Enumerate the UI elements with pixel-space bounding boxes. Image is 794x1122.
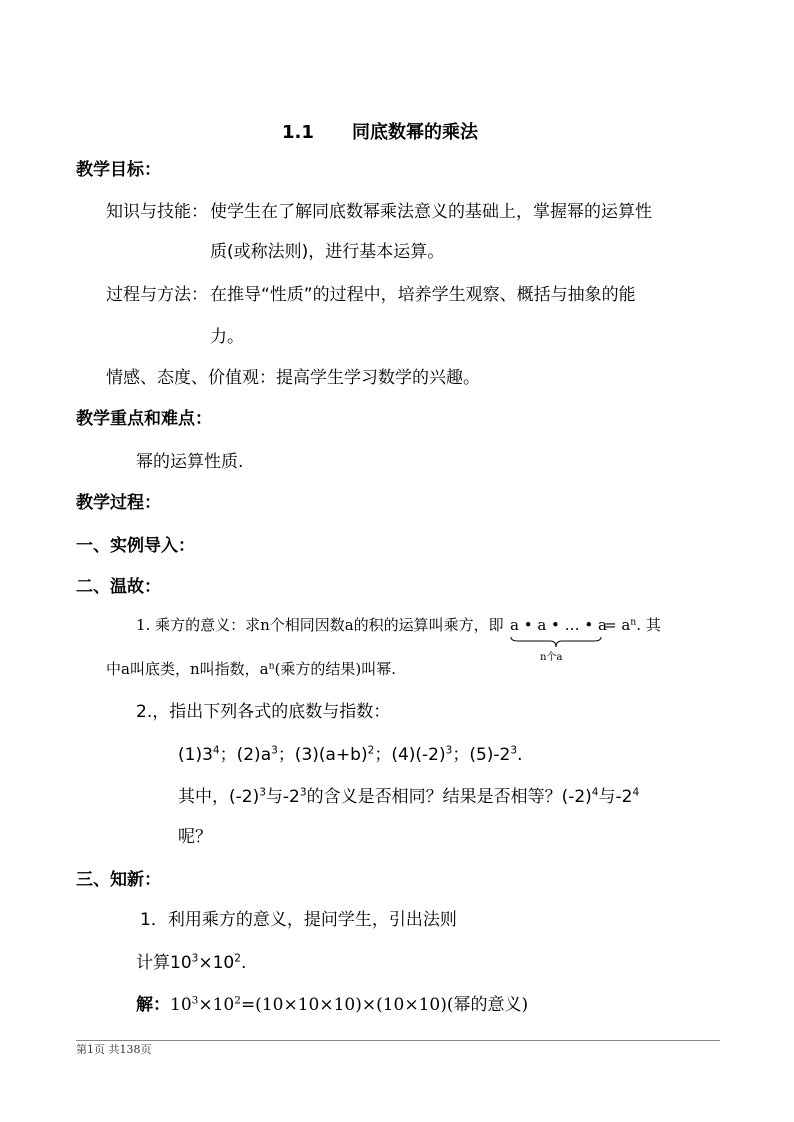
page-footer: 第1页 共138页 — [76, 1043, 152, 1056]
product-text: a • a • … • a — [510, 616, 607, 634]
emotion-text: 提高学生学习数学的兴趣。 — [276, 368, 480, 388]
exercise-expressions: $(1)3^4$；$(2)a^3$；$(3)(a+b)^2$；$(4)(-2)^3$；$(5)-2^3$. — [178, 744, 523, 765]
key-points-heading: 教学重点和难点： — [76, 409, 212, 429]
section1-heading: 一、实例导入： — [76, 536, 195, 556]
knowledge-label: 知识与技能： — [106, 202, 208, 222]
power-definition-line1: 1. 乘方的意义：求n个相同因数a的积的运算叫乘方，即 — [136, 616, 504, 634]
calculation-line: 计算$10^3\times 10^2$. — [136, 952, 247, 973]
power-definition-equals: = $a^n$. 其 — [604, 616, 661, 634]
power-definition-line2: 中a叫底类，n叫指数，$a^n$(乘方的结果)叫幂. — [106, 660, 397, 678]
key-points-text: 幂的运算性质. — [136, 452, 244, 472]
exercise-instruction: 2.，指出下列各式的底数与指数： — [136, 702, 391, 722]
emotion-line — [106, 370, 480, 387]
brace-label: n个a — [540, 652, 563, 663]
underbrace-icon — [510, 636, 602, 648]
knowledge-line2: 质(或称法则)，进行基本运算。 — [210, 242, 445, 262]
process-line1: 在推导“性质”的过程中，培养学生观察、概括与抽象的能 — [210, 285, 636, 305]
process-heading: 教学过程： — [76, 493, 161, 513]
title-number: 1.1 — [282, 122, 314, 143]
exercise-question-line1: 其中，$(-2)^3$与$-2^3$的含义是否相同？结果是否相等？$(-2)^4$与$-2^4$ — [178, 786, 640, 807]
product-with-brace — [510, 614, 607, 663]
section3-heading: 三、知新： — [76, 870, 161, 890]
process-line2: 力。 — [210, 327, 244, 347]
emotion-label: 情感、态度、价值观： — [106, 368, 276, 388]
solution-line: 解：$10^3\times 10^2=(10\times 10\times 10)\times(10\times 10)$(幂的意义) — [136, 994, 529, 1015]
exercise-question-line2: 呢？ — [178, 827, 212, 847]
section2-heading: 二、温故： — [76, 577, 161, 597]
page-title: 同底数幂的乘法 — [352, 122, 478, 143]
new-knowledge-item1: 1．利用乘方的意义，提问学生，引出法则 — [140, 910, 457, 930]
process-label: 过程与方法： — [106, 285, 208, 305]
knowledge-line1: 使学生在了解同底数幂乘法意义的基础上，掌握幂的运算性 — [210, 202, 652, 222]
footer-divider — [76, 1040, 720, 1041]
objectives-heading: 教学目标： — [76, 160, 161, 180]
solution-label: 解： — [136, 995, 170, 1015]
